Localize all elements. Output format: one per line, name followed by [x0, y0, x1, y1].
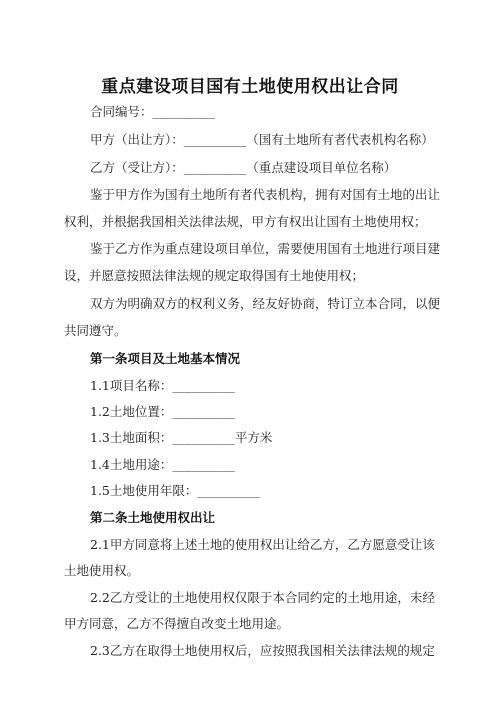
- recital-a-line-2: 权利，并根据我国相关法律法规，甲方有权出让国有土地使用权；: [64, 214, 427, 229]
- item-1-4: 1.4土地用途：__________: [90, 457, 235, 472]
- item-1-5: 1.5土地使用年限：__________: [90, 483, 260, 498]
- recital-b-line-2: 设，并愿意按照法律法规的规定取得国有土地使用权；: [64, 268, 365, 283]
- item-2-1-line-2: 土地使用权。: [64, 563, 140, 578]
- item-2-2-line-1: 2.2乙方受让的土地使用权仅限于本合同约定的土地用途，未经: [90, 590, 435, 605]
- article-1-heading: 第一条项目及土地基本情况: [90, 351, 241, 366]
- item-1-3: 1.3土地面积：__________平方米: [90, 430, 273, 445]
- item-2-3-line-1: 2.3乙方在取得土地使用权后，应按照我国相关法律法规的规定: [90, 643, 435, 658]
- party-b-line: 乙方（受让方）：__________（重点建设项目单位名称）: [90, 160, 397, 175]
- document-title: 重点建设项目国有土地使用权出让合同: [101, 77, 399, 97]
- item-1-1: 1.1项目名称：__________: [90, 378, 235, 393]
- agreement-line-2: 共同遵守。: [64, 323, 127, 338]
- contract-number-line: 合同编号：__________: [90, 104, 216, 119]
- article-2-heading: 第二条土地使用权出让: [90, 510, 216, 525]
- recital-b-line-1: 鉴于乙方作为重点建设项目单位，需要使用国有土地进行项目建: [90, 241, 441, 256]
- recital-a-line-1: 鉴于甲方作为国有土地所有者代表机构，拥有对国有土地的出让: [90, 187, 441, 202]
- item-1-2: 1.2土地位置：__________: [90, 404, 235, 419]
- item-2-2-line-2: 甲方同意，乙方不得擅自改变土地用途。: [64, 616, 290, 631]
- agreement-line-1: 双方为明确双方的权利义务，经友好协商，特订立本合同，以便: [90, 296, 441, 311]
- party-a-line: 甲方（出让方）：__________（国有土地所有者代表机构名称）: [90, 132, 434, 147]
- item-2-1-line-1: 2.1甲方同意将上述土地的使用权出让给乙方，乙方愿意受让该: [90, 537, 435, 552]
